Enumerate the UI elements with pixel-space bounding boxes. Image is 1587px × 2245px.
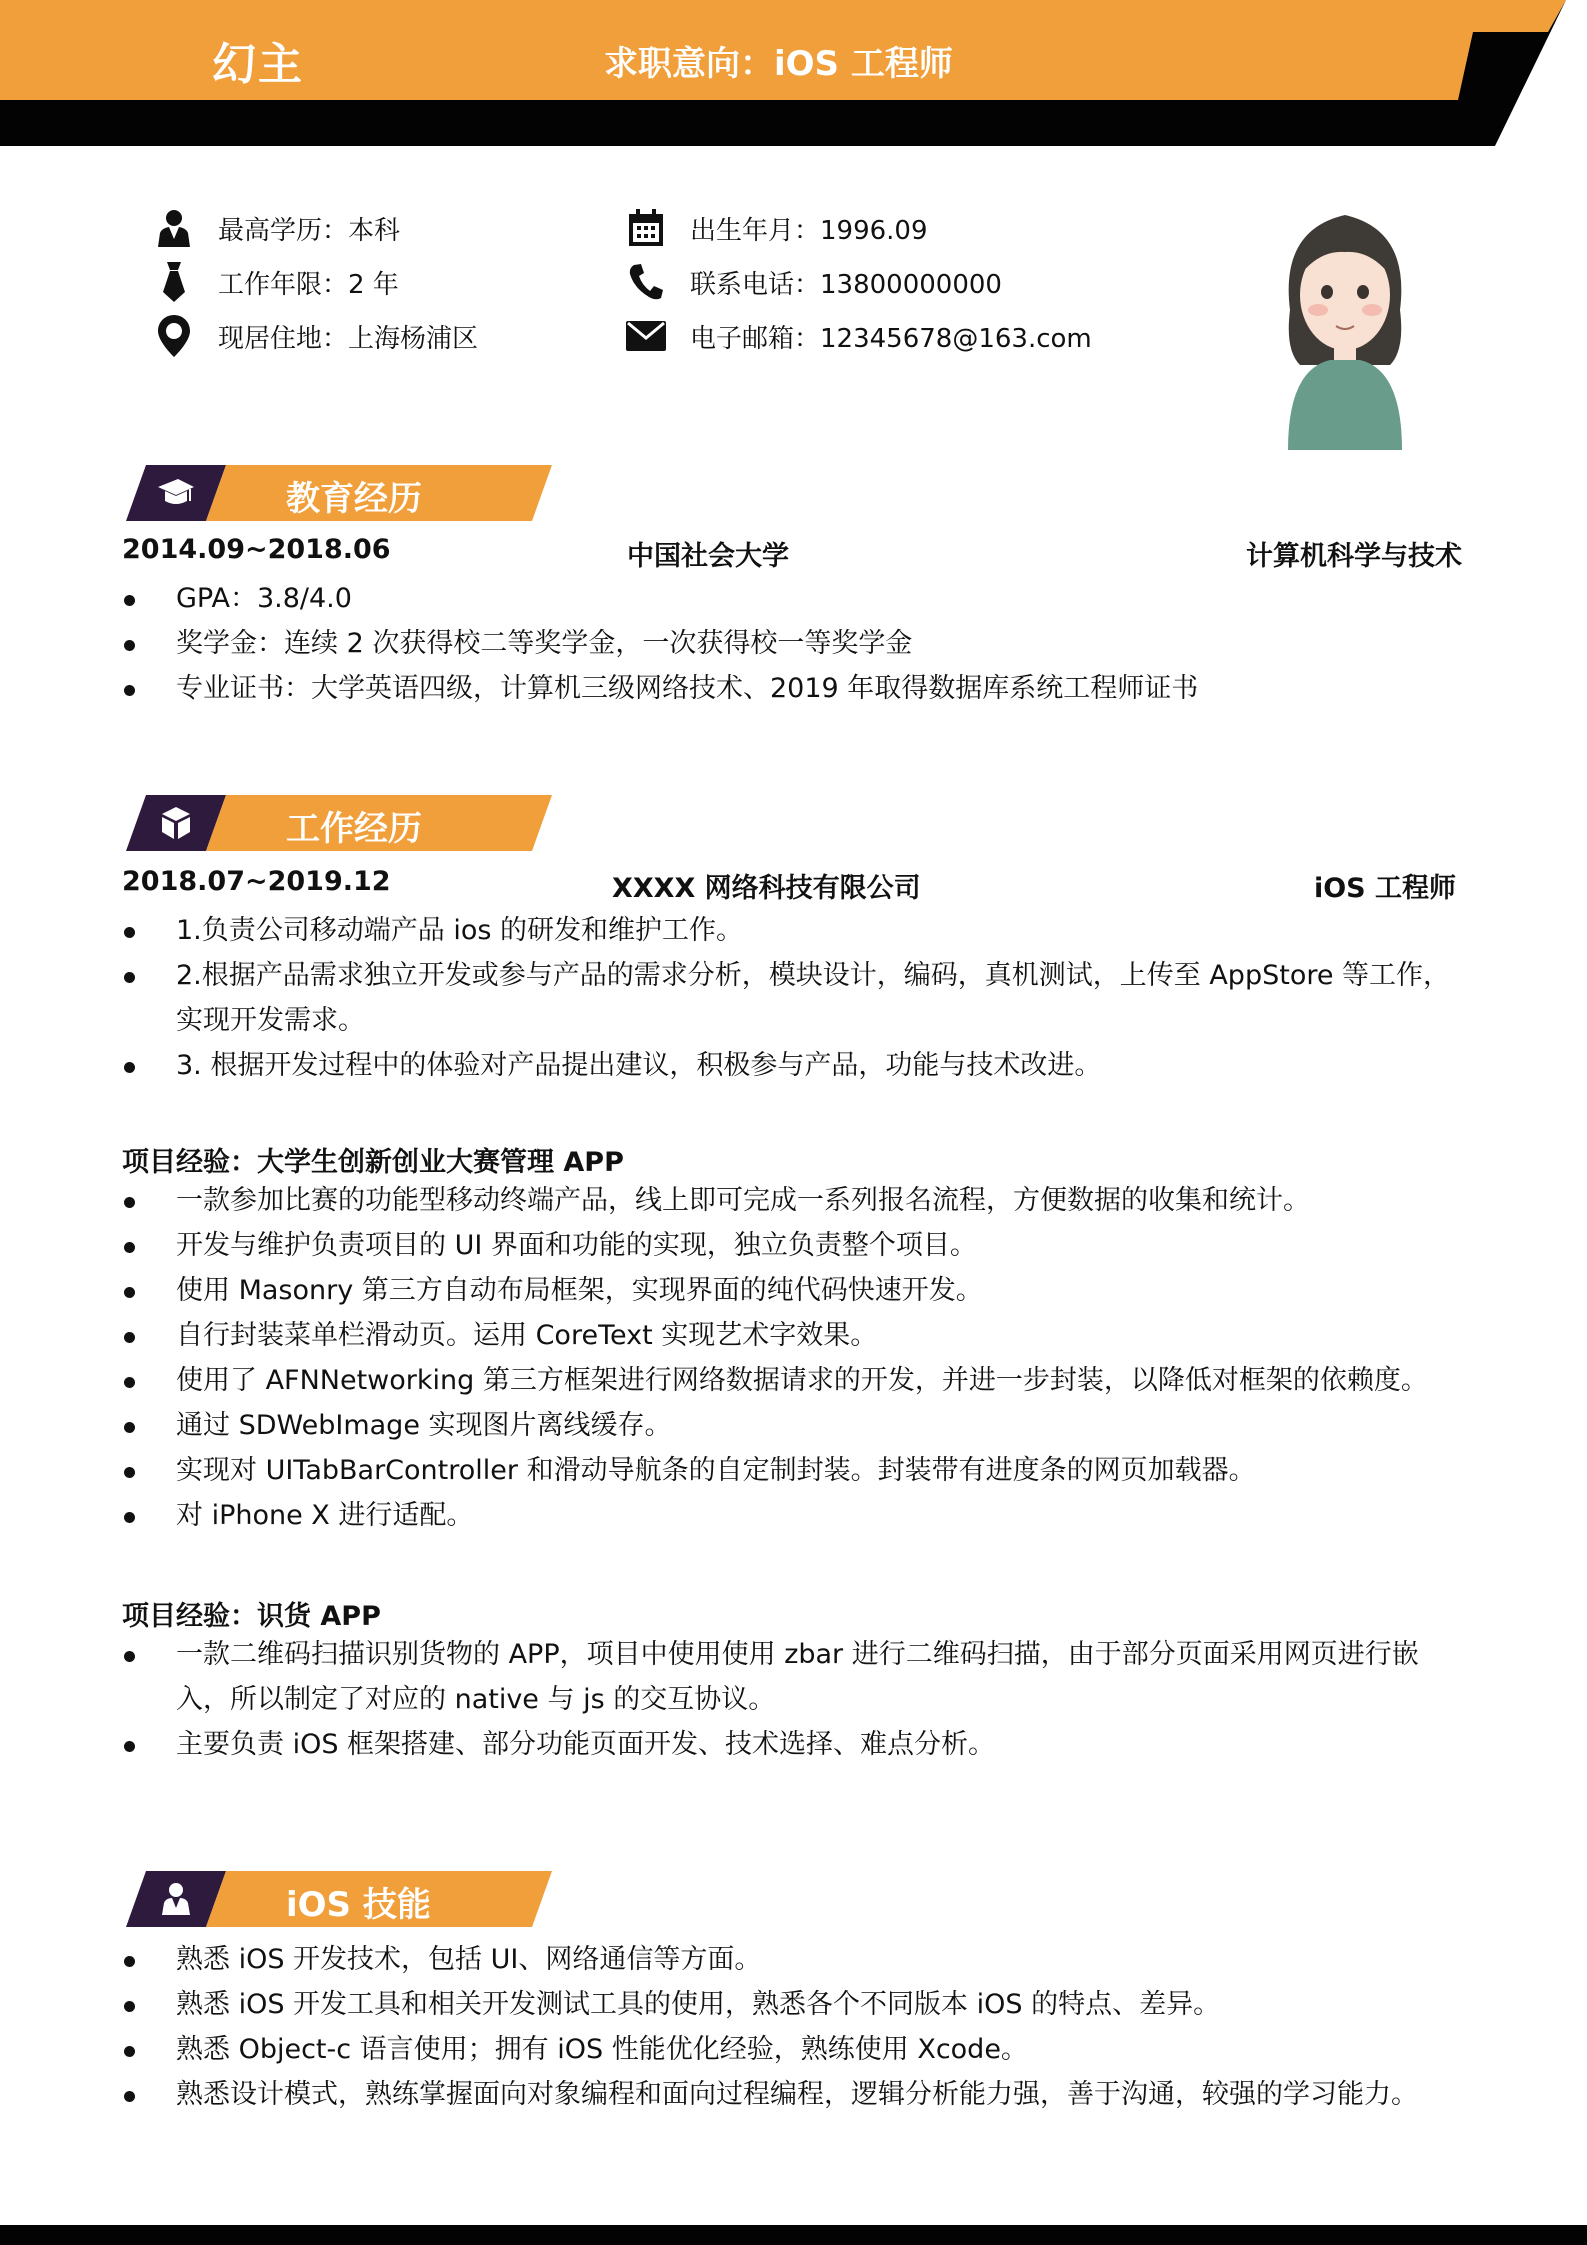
education-period: 2014.09~2018.06 [122, 534, 391, 565]
section-title-work [126, 795, 552, 851]
list-item: 一款参加比赛的功能型移动终端产品，线上即可完成一系列报名流程，方便数据的收集和统计。 [122, 1178, 1472, 1223]
cube-icon [156, 805, 196, 841]
project-title: 项目经验：识货 APP [122, 1601, 381, 1632]
person-icon [156, 1881, 196, 1917]
section-title-education [126, 465, 552, 521]
info-work-years-text: 工作年限：2 年 [218, 269, 399, 300]
list-item: 奖学金：连续 2 次获得校二等奖学金，一次获得校一等奖学金 [122, 621, 1472, 666]
list-item: 熟悉 iOS 开发工具和相关开发测试工具的使用，熟悉各个不同版本 iOS 的特点、差异。 [122, 1982, 1472, 2027]
candidate-name: 幻主 [212, 39, 304, 90]
info-education-text: 最高学历：本科 [218, 215, 401, 246]
footer-bar [0, 2225, 1587, 2245]
location-pin-icon [152, 316, 196, 356]
list-item: 熟悉 Object-c 语言使用；拥有 iOS 性能优化经验，熟练使用 Xcode。 [122, 2027, 1472, 2072]
phone-icon [624, 262, 668, 302]
list-item: 主要负责 iOS 框架搭建、部分功能页面开发、技术选择、难点分析。 [122, 1722, 1472, 1767]
list-item: 熟悉设计模式，熟练掌握面向对象编程和面向过程编程，逻辑分析能力强，善于沟通，较强的学习能力。 [122, 2072, 1472, 2117]
work-period: 2018.07~2019.12 [122, 866, 391, 897]
info-phone-text: 联系电话：13800000000 [690, 269, 1002, 300]
info-email [624, 316, 1092, 356]
info-phone [624, 262, 1002, 302]
education-major: 计算机科学与技术 [1246, 541, 1462, 572]
list-item: GPA：3.8/4.0 [122, 576, 1472, 621]
list-item: 对 iPhone X 进行适配。 [122, 1493, 1472, 1538]
info-education [152, 208, 400, 248]
avatar [1270, 190, 1420, 450]
section-title-skills-label: iOS 技能 [286, 1885, 431, 1925]
section-title-education-label: 教育经历 [286, 479, 422, 519]
list-item: 专业证书：大学英语四级，计算机三级网络技术、2019 年取得数据库系统工程师证书 [122, 666, 1472, 711]
education-list [122, 576, 1472, 711]
project-title: 项目经验：大学生创新创业大赛管理 APP [122, 1147, 624, 1178]
list-item: 通过 SDWebImage 实现图片离线缓存。 [122, 1403, 1472, 1448]
calendar-icon [624, 208, 668, 248]
list-item: 一款二维码扫描识别货物的 APP，项目中使用使用 zbar 进行二维码扫描，由于部分页面采用网页进行嵌入，所以制定了对应的 native 与 js 的交互协议。 [122, 1632, 1472, 1722]
list-item: 使用 Masonry 第三方自动布局框架，实现界面的纯代码快速开发。 [122, 1268, 1472, 1313]
list-item: 实现对 UITabBarController 和滑动导航条的自定制封装。封装带有进度条的网页加载器。 [122, 1448, 1472, 1493]
project-list [122, 1632, 1472, 1767]
education-school: 中国社会大学 [627, 541, 789, 572]
skills-list [122, 1937, 1472, 2117]
info-work-years [152, 262, 399, 302]
info-residence [152, 316, 478, 356]
list-item: 开发与维护负责项目的 UI 界面和功能的实现，独立负责整个项目。 [122, 1223, 1472, 1268]
mail-icon [624, 316, 668, 356]
list-item: 1.负责公司移动端产品 ios 的研发和维护工作。 [122, 908, 1472, 953]
info-residence-text: 现居住地：上海杨浦区 [218, 323, 479, 354]
work-role: iOS 工程师 [1313, 873, 1456, 904]
section-title-work-label: 工作经历 [286, 809, 422, 849]
info-email-text: 电子邮箱：12345678@163.com [690, 323, 1092, 354]
list-item: 自行封装菜单栏滑动页。运用 CoreText 实现艺术字效果。 [122, 1313, 1472, 1358]
tie-icon [152, 262, 196, 302]
work-company: XXXX 网络科技有限公司 [612, 873, 921, 904]
project-list [122, 1178, 1472, 1538]
education-meta [122, 534, 1462, 574]
graduation-cap-icon [156, 475, 196, 511]
job-intent: 求职意向：iOS 工程师 [604, 44, 953, 84]
section-title-skills [126, 1871, 552, 1927]
list-item: 使用了 AFNNetworking 第三方框架进行网络数据请求的开发，并进一步封装，以降低对框架的依赖度。 [122, 1358, 1472, 1403]
list-item: 2.根据产品需求独立开发或参与产品的需求分析，模块设计，编码，真机测试，上传至 AppStore 等工作，实现开发需求。 [122, 953, 1472, 1043]
info-birth [624, 208, 928, 248]
work-list [122, 908, 1472, 1088]
person-icon [152, 208, 196, 248]
info-birth-text: 出生年月：1996.09 [690, 215, 928, 246]
list-item: 熟悉 iOS 开发技术，包括 UI、网络通信等方面。 [122, 1937, 1472, 1982]
work-meta [122, 866, 1462, 906]
list-item: 3. 根据开发过程中的体验对产品提出建议，积极参与产品，功能与技术改进。 [122, 1043, 1472, 1088]
